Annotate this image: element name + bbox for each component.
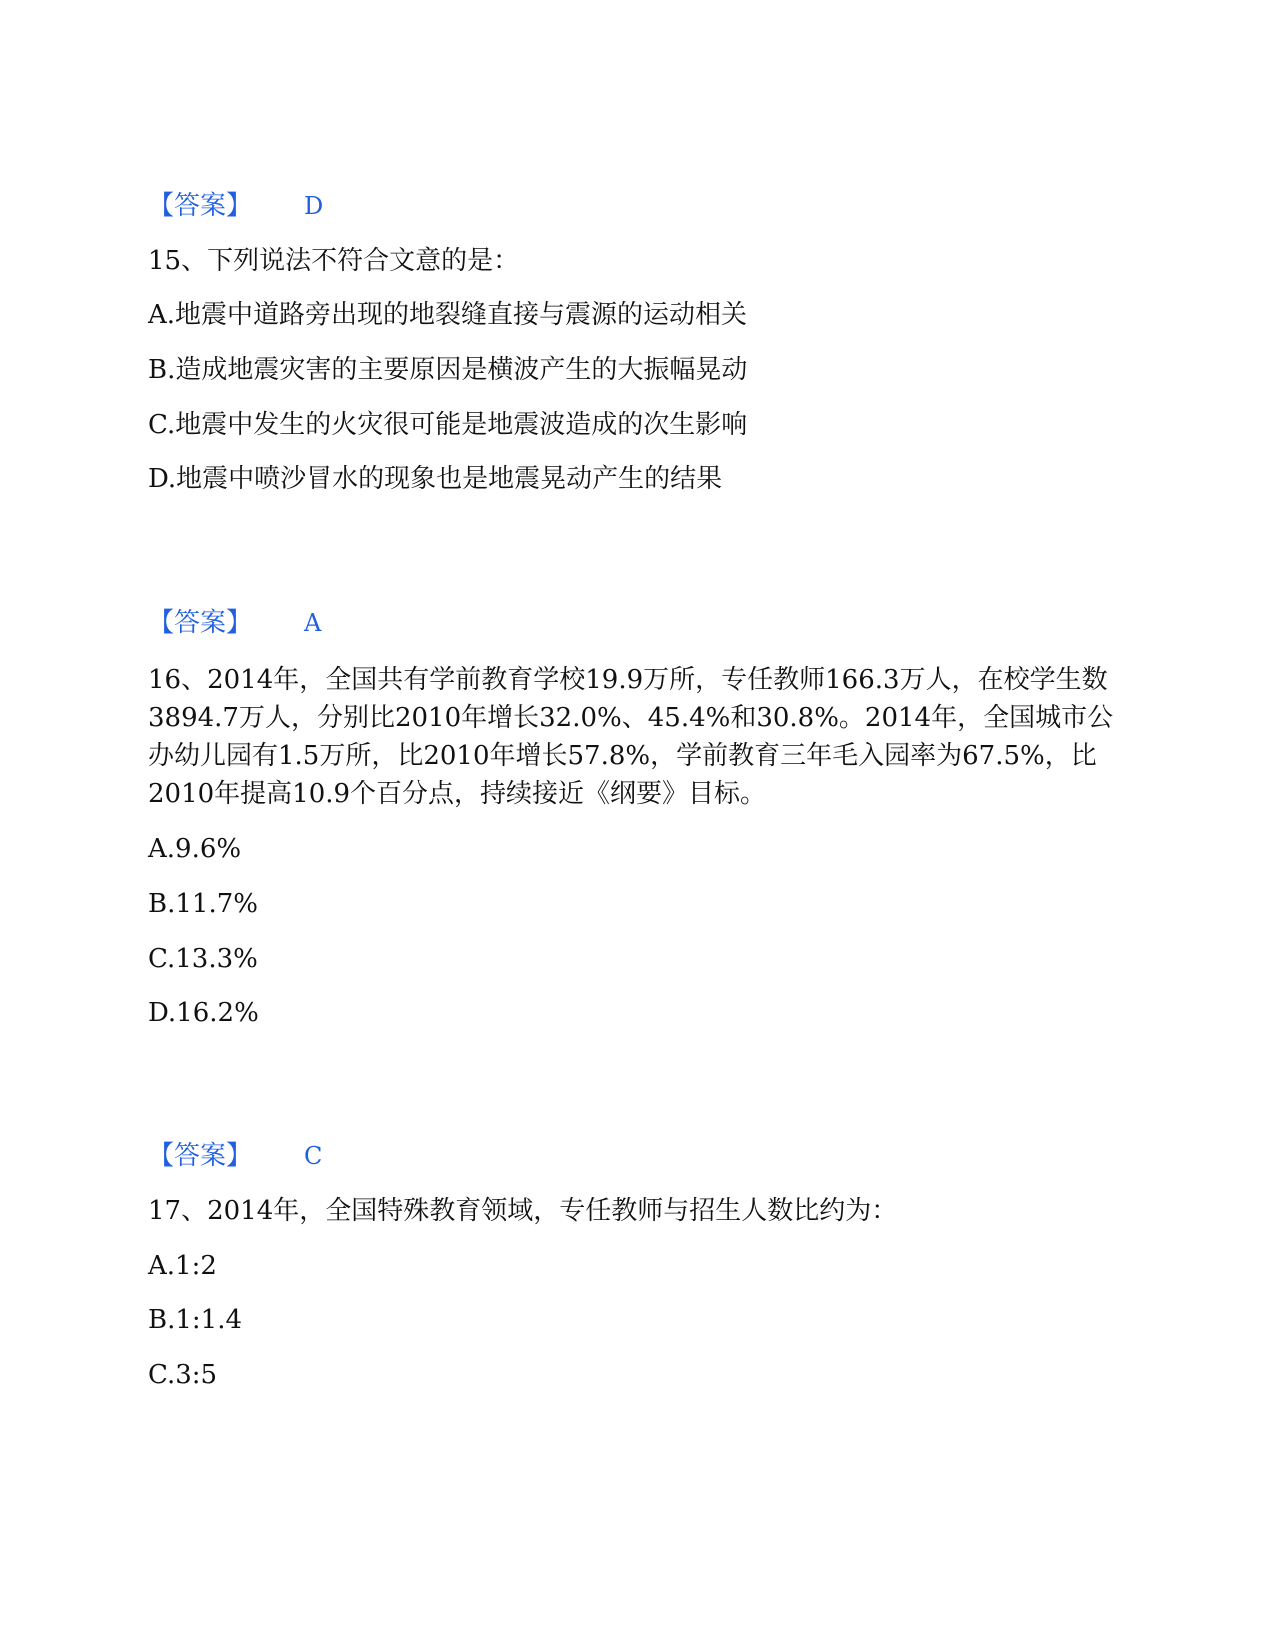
q15-option-b: B.造成地震灾害的主要原因是横波产生的大振幅晃动 — [148, 355, 748, 385]
q16-option-a: A.9.6% — [148, 834, 242, 864]
q16-option-b: B.11.7% — [148, 889, 258, 919]
question-16-text: 16、2014年，全国共有学前教育学校19.9万所，专任教师166.3万人，在校学生数3894.7万人，分别比2010年增长32.0%、45.4%和30.8%。2014年，全国城市公办幼儿园有1.5万所，比2010年增长57.8%，学前教育三年毛入园率为67.5%，比2010年提高10.9个百分点，持续接近《纲要》目标。 — [148, 665, 1114, 809]
q17-option-c: C.3:5 — [148, 1360, 218, 1390]
answer-label: 【答案】 — [148, 191, 253, 221]
answer-line-q16 — [148, 1138, 322, 1174]
answer-value: A — [304, 609, 322, 637]
question-17-text: 17、2014年，全国特殊教育领域，专任教师与招生人数比约为： — [148, 1196, 898, 1226]
q15-option-d: D.地震中喷沙冒水的现象也是地震晃动产生的结果 — [148, 464, 723, 494]
q17-option-a: A.1:2 — [148, 1251, 217, 1281]
q15-option-a: A.地震中道路旁出现的地裂缝直接与震源的运动相关 — [148, 300, 748, 330]
q17-option-b: B.1:1.4 — [148, 1305, 243, 1335]
answer-value: C — [304, 1142, 323, 1170]
q15-option-c: C.地震中发生的火灾很可能是地震波造成的次生影响 — [148, 410, 748, 440]
answer-line-q14 — [148, 188, 323, 224]
answer-label: 【答案】 — [148, 608, 253, 638]
q16-option-d: D.16.2% — [148, 998, 259, 1028]
answer-value: D — [304, 192, 324, 220]
question-15-text: 15、下列说法不符合文意的是： — [148, 246, 520, 276]
answer-label: 【答案】 — [148, 1141, 253, 1171]
answer-line-q15 — [148, 605, 321, 641]
q16-option-c: C.13.3% — [148, 944, 258, 974]
